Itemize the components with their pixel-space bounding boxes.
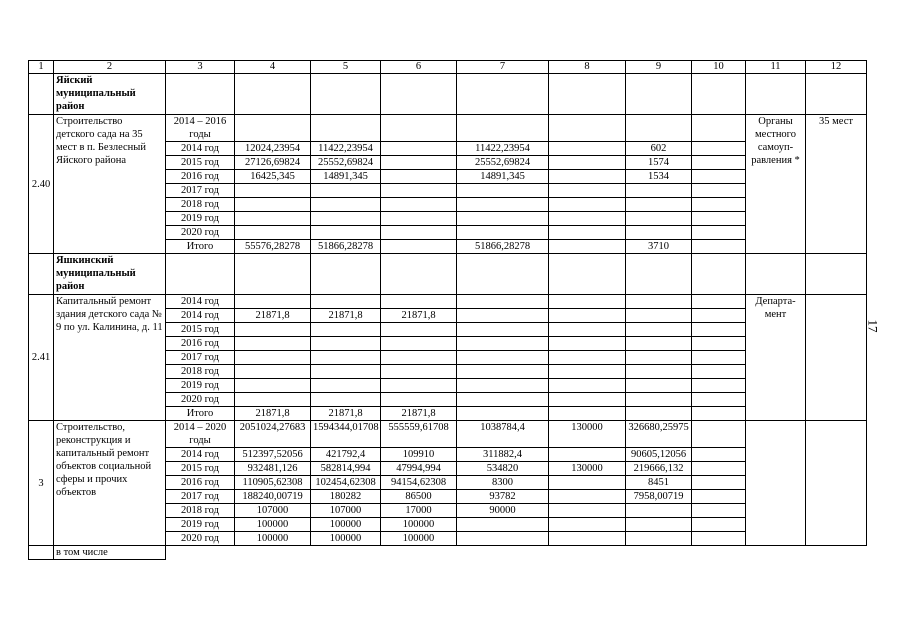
value-cell-c7 xyxy=(457,407,549,421)
value-cell-c8 xyxy=(549,379,626,393)
cell-empty xyxy=(692,74,746,115)
cell-empty xyxy=(692,156,746,170)
value-cell-c4 xyxy=(235,295,311,309)
value-cell-c4 xyxy=(235,351,311,365)
value-cell-c7 xyxy=(457,379,549,393)
period-cell: 2015 год xyxy=(166,156,235,170)
value-cell-c9: 8451 xyxy=(626,476,692,490)
period-cell: 2014 год xyxy=(166,295,235,309)
period-cell: 2020 год xyxy=(166,532,235,546)
value-cell-c6 xyxy=(381,240,457,254)
cell-empty xyxy=(806,74,867,115)
value-cell-c4: 188240,00719 xyxy=(235,490,311,504)
cell-empty xyxy=(457,74,549,115)
cell-empty xyxy=(746,74,806,115)
period-cell: 2014 – 2016 годы xyxy=(166,115,235,142)
cell-empty xyxy=(806,254,867,295)
value-cell-c7: 1038784,4 xyxy=(457,421,549,448)
value-cell-c8 xyxy=(549,532,626,546)
value-cell-c6 xyxy=(381,198,457,212)
cell-empty xyxy=(549,254,626,295)
value-cell-c5 xyxy=(311,184,381,198)
value-cell-c6: 100000 xyxy=(381,532,457,546)
value-cell-c8 xyxy=(549,212,626,226)
period-cell: 2014 год xyxy=(166,142,235,156)
value-cell-c5 xyxy=(311,393,381,407)
value-cell-c7: 534820 xyxy=(457,462,549,476)
value-cell-c4: 100000 xyxy=(235,532,311,546)
column-number-2: 2 xyxy=(54,61,166,74)
value-cell-c4 xyxy=(235,184,311,198)
cell-empty xyxy=(692,142,746,156)
item-number: 2.41 xyxy=(29,295,54,421)
item-number: 3 xyxy=(29,421,54,546)
value-cell-c7: 90000 xyxy=(457,504,549,518)
value-cell-c9 xyxy=(626,504,692,518)
cell-empty xyxy=(692,462,746,476)
cell-empty xyxy=(692,170,746,184)
value-cell-c9: 219666,132 xyxy=(626,462,692,476)
value-cell-c8 xyxy=(549,115,626,142)
value-cell-c5: 421792,4 xyxy=(311,448,381,462)
value-cell-c7 xyxy=(457,532,549,546)
value-cell-c5 xyxy=(311,226,381,240)
cell-empty xyxy=(692,198,746,212)
value-cell-c5: 21871,8 xyxy=(311,309,381,323)
value-cell-c8 xyxy=(549,365,626,379)
value-cell-c9 xyxy=(626,407,692,421)
value-cell-c8: 130000 xyxy=(549,421,626,448)
cell-empty xyxy=(692,365,746,379)
value-cell-c7 xyxy=(457,365,549,379)
cell-empty xyxy=(746,421,806,546)
item-description: Строительство детского сада на 35 мест в п. Безлесный Яйского района xyxy=(54,115,166,254)
value-cell-c9: 90605,12056 xyxy=(626,448,692,462)
value-cell-c6: 94154,62308 xyxy=(381,476,457,490)
section-title: Яшкинский муниципальный район xyxy=(54,254,166,295)
item-number: 2.40 xyxy=(29,115,54,254)
value-cell-c4 xyxy=(235,379,311,393)
section-row xyxy=(29,74,867,115)
period-cell: 2018 год xyxy=(166,365,235,379)
cell-empty xyxy=(29,546,54,560)
executor-cell: Департа-мент xyxy=(746,295,806,421)
value-cell-c8 xyxy=(549,337,626,351)
executor-cell: Органы местного самоуп-равления * xyxy=(746,115,806,254)
period-cell: 2014 – 2020 годы xyxy=(166,421,235,448)
period-cell: Итого xyxy=(166,407,235,421)
value-cell-c8 xyxy=(549,309,626,323)
value-cell-c7 xyxy=(457,198,549,212)
value-cell-c5 xyxy=(311,337,381,351)
page-number: 17 xyxy=(865,319,881,333)
value-cell-c6: 86500 xyxy=(381,490,457,504)
cell-empty xyxy=(692,309,746,323)
value-cell-c4 xyxy=(235,212,311,226)
value-cell-c7 xyxy=(457,351,549,365)
cell-empty xyxy=(692,379,746,393)
value-cell-c4: 16425,345 xyxy=(235,170,311,184)
period-cell: 2019 год xyxy=(166,212,235,226)
value-cell-c9 xyxy=(626,337,692,351)
value-cell-c5 xyxy=(311,212,381,226)
value-cell-c9: 3710 xyxy=(626,240,692,254)
value-cell-c8 xyxy=(549,226,626,240)
column-number-7: 7 xyxy=(457,61,549,74)
cell-empty xyxy=(692,407,746,421)
cell-empty xyxy=(29,74,54,115)
value-cell-c4: 2051024,27683 xyxy=(235,421,311,448)
value-cell-c8 xyxy=(549,323,626,337)
value-cell-c6 xyxy=(381,170,457,184)
value-cell-c5: 582814,994 xyxy=(311,462,381,476)
value-cell-c9 xyxy=(626,393,692,407)
value-cell-c7: 51866,28278 xyxy=(457,240,549,254)
cell-empty xyxy=(692,490,746,504)
value-cell-c6 xyxy=(381,142,457,156)
cell-empty xyxy=(806,421,867,546)
cell-empty xyxy=(692,518,746,532)
cell-empty xyxy=(626,74,692,115)
value-cell-c8 xyxy=(549,184,626,198)
column-number-11: 11 xyxy=(746,61,806,74)
cell-empty xyxy=(692,421,746,448)
value-cell-c7 xyxy=(457,212,549,226)
value-cell-c5: 1594344,01708 xyxy=(311,421,381,448)
cell-empty xyxy=(692,240,746,254)
cell-empty xyxy=(381,254,457,295)
value-cell-c4: 27126,69824 xyxy=(235,156,311,170)
value-cell-c6 xyxy=(381,365,457,379)
value-cell-c6 xyxy=(381,379,457,393)
period-cell: 2016 год xyxy=(166,337,235,351)
cell-empty xyxy=(692,212,746,226)
value-cell-c6: 21871,8 xyxy=(381,407,457,421)
column-number-10: 10 xyxy=(692,61,746,74)
value-cell-c8 xyxy=(549,295,626,309)
column-number-6: 6 xyxy=(381,61,457,74)
value-cell-c4: 512397,52056 xyxy=(235,448,311,462)
value-cell-c5: 14891,345 xyxy=(311,170,381,184)
period-cell: 2014 год xyxy=(166,309,235,323)
value-cell-c7 xyxy=(457,323,549,337)
period-cell: 2020 год xyxy=(166,226,235,240)
period-cell: 2019 год xyxy=(166,379,235,393)
value-cell-c4: 21871,8 xyxy=(235,309,311,323)
value-cell-c5 xyxy=(311,323,381,337)
cell-empty xyxy=(235,74,311,115)
period-cell: 2015 год xyxy=(166,323,235,337)
value-cell-c4: 932481,126 xyxy=(235,462,311,476)
value-cell-c8 xyxy=(549,198,626,212)
column-number-5: 5 xyxy=(311,61,381,74)
value-cell-c4 xyxy=(235,115,311,142)
value-cell-c9 xyxy=(626,365,692,379)
value-cell-c5 xyxy=(311,198,381,212)
value-cell-c4 xyxy=(235,226,311,240)
value-cell-c6: 109910 xyxy=(381,448,457,462)
value-cell-c5 xyxy=(311,295,381,309)
value-cell-c6 xyxy=(381,115,457,142)
value-cell-c9 xyxy=(626,198,692,212)
cell-empty xyxy=(692,476,746,490)
column-number-1: 1 xyxy=(29,61,54,74)
footer-label: в том числе xyxy=(54,546,166,560)
period-cell: 2014 год xyxy=(166,448,235,462)
value-cell-c5: 51866,28278 xyxy=(311,240,381,254)
cell-empty xyxy=(692,323,746,337)
column-number-9: 9 xyxy=(626,61,692,74)
table-row xyxy=(29,115,867,142)
value-cell-c8 xyxy=(549,504,626,518)
period-cell: 2016 год xyxy=(166,170,235,184)
section-row xyxy=(29,254,867,295)
value-cell-c6 xyxy=(381,212,457,226)
value-cell-c5: 25552,69824 xyxy=(311,156,381,170)
cell-empty xyxy=(692,295,746,309)
cell-empty xyxy=(806,295,867,421)
value-cell-c7 xyxy=(457,337,549,351)
budget-table-wrapper xyxy=(28,60,866,560)
value-cell-c4: 107000 xyxy=(235,504,311,518)
value-cell-c8 xyxy=(549,170,626,184)
value-cell-c4: 110905,62308 xyxy=(235,476,311,490)
column-header-row xyxy=(29,61,867,74)
value-cell-c9 xyxy=(626,295,692,309)
value-cell-c5: 100000 xyxy=(311,518,381,532)
value-cell-c9 xyxy=(626,379,692,393)
value-cell-c5 xyxy=(311,351,381,365)
cell-empty xyxy=(692,504,746,518)
table-row xyxy=(29,421,867,448)
value-cell-c7 xyxy=(457,226,549,240)
cell-empty xyxy=(692,393,746,407)
period-cell: 2017 год xyxy=(166,351,235,365)
value-cell-c7 xyxy=(457,184,549,198)
value-cell-c6: 100000 xyxy=(381,518,457,532)
value-cell-c9 xyxy=(626,212,692,226)
column-number-8: 8 xyxy=(549,61,626,74)
period-cell: 2016 год xyxy=(166,476,235,490)
period-cell: 2018 год xyxy=(166,198,235,212)
value-cell-c6 xyxy=(381,351,457,365)
value-cell-c6 xyxy=(381,184,457,198)
column-number-12: 12 xyxy=(806,61,867,74)
cell-empty xyxy=(692,184,746,198)
value-cell-c8 xyxy=(549,393,626,407)
value-cell-c7 xyxy=(457,115,549,142)
cell-empty xyxy=(692,337,746,351)
value-cell-c8 xyxy=(549,490,626,504)
column-number-3: 3 xyxy=(166,61,235,74)
value-cell-c6: 17000 xyxy=(381,504,457,518)
cell-empty xyxy=(692,254,746,295)
value-cell-c5 xyxy=(311,115,381,142)
value-cell-c7: 11422,23954 xyxy=(457,142,549,156)
period-cell: 2017 год xyxy=(166,184,235,198)
value-cell-c7 xyxy=(457,393,549,407)
value-cell-c9 xyxy=(626,532,692,546)
value-cell-c9 xyxy=(626,184,692,198)
value-cell-c7: 25552,69824 xyxy=(457,156,549,170)
value-cell-c4 xyxy=(235,198,311,212)
cell-empty xyxy=(166,74,235,115)
column-number-4: 4 xyxy=(235,61,311,74)
cell-empty xyxy=(692,226,746,240)
value-cell-c8 xyxy=(549,476,626,490)
cell-empty xyxy=(235,254,311,295)
value-cell-c8 xyxy=(549,351,626,365)
value-cell-c5: 100000 xyxy=(311,532,381,546)
period-cell: Итого xyxy=(166,240,235,254)
value-cell-c8 xyxy=(549,448,626,462)
value-cell-c4: 12024,23954 xyxy=(235,142,311,156)
value-cell-c5 xyxy=(311,365,381,379)
value-cell-c8 xyxy=(549,518,626,532)
budget-table xyxy=(28,60,867,560)
cell-empty xyxy=(29,254,54,295)
value-cell-c5: 102454,62308 xyxy=(311,476,381,490)
value-cell-c5: 11422,23954 xyxy=(311,142,381,156)
cell-empty xyxy=(692,351,746,365)
value-cell-c6 xyxy=(381,156,457,170)
cell-empty xyxy=(311,74,381,115)
period-cell: 2017 год xyxy=(166,490,235,504)
value-cell-c7: 8300 xyxy=(457,476,549,490)
cell-empty xyxy=(692,115,746,142)
value-cell-c8 xyxy=(549,156,626,170)
item-description: Капитальный ремонт здания детского сада № 9 по ул. Калинина, д. 11 xyxy=(54,295,166,421)
value-cell-c6: 555559,61708 xyxy=(381,421,457,448)
cell-empty xyxy=(746,254,806,295)
value-cell-c4 xyxy=(235,323,311,337)
value-cell-c6 xyxy=(381,393,457,407)
value-cell-c9: 1574 xyxy=(626,156,692,170)
value-cell-c9 xyxy=(626,323,692,337)
result-cell: 35 мест xyxy=(806,115,867,254)
value-cell-c9 xyxy=(626,115,692,142)
value-cell-c5: 21871,8 xyxy=(311,407,381,421)
value-cell-c7: 14891,345 xyxy=(457,170,549,184)
table-row xyxy=(29,295,867,309)
value-cell-c7 xyxy=(457,518,549,532)
period-cell: 2020 год xyxy=(166,393,235,407)
cell-empty xyxy=(692,448,746,462)
value-cell-c9 xyxy=(626,309,692,323)
value-cell-c8 xyxy=(549,142,626,156)
value-cell-c9: 602 xyxy=(626,142,692,156)
value-cell-c5 xyxy=(311,379,381,393)
value-cell-c8 xyxy=(549,407,626,421)
value-cell-c5: 180282 xyxy=(311,490,381,504)
period-cell: 2019 год xyxy=(166,518,235,532)
cell-empty xyxy=(626,254,692,295)
value-cell-c9 xyxy=(626,351,692,365)
value-cell-c7 xyxy=(457,295,549,309)
value-cell-c7: 311882,4 xyxy=(457,448,549,462)
value-cell-c4: 100000 xyxy=(235,518,311,532)
item-description: Строительство, реконструкция и капитальный ремонт объектов социальной сферы и прочих объектов xyxy=(54,421,166,546)
value-cell-c4 xyxy=(235,393,311,407)
value-cell-c6 xyxy=(381,226,457,240)
value-cell-c6: 21871,8 xyxy=(381,309,457,323)
value-cell-c6 xyxy=(381,295,457,309)
value-cell-c4: 21871,8 xyxy=(235,407,311,421)
period-cell: 2018 год xyxy=(166,504,235,518)
section-title: Яйский муниципальный район xyxy=(54,74,166,115)
footer-row xyxy=(29,546,867,560)
value-cell-c7: 93782 xyxy=(457,490,549,504)
cell-empty xyxy=(311,254,381,295)
value-cell-c6: 47994,994 xyxy=(381,462,457,476)
cell-empty xyxy=(381,74,457,115)
value-cell-c4: 55576,28278 xyxy=(235,240,311,254)
cell-empty xyxy=(166,254,235,295)
value-cell-c9: 326680,25975 xyxy=(626,421,692,448)
value-cell-c5: 107000 xyxy=(311,504,381,518)
value-cell-c7 xyxy=(457,309,549,323)
value-cell-c9: 1534 xyxy=(626,170,692,184)
value-cell-c6 xyxy=(381,337,457,351)
value-cell-c6 xyxy=(381,323,457,337)
value-cell-c8: 130000 xyxy=(549,462,626,476)
period-cell: 2015 год xyxy=(166,462,235,476)
value-cell-c9 xyxy=(626,518,692,532)
cell-empty xyxy=(549,74,626,115)
value-cell-c9: 7958,00719 xyxy=(626,490,692,504)
value-cell-c4 xyxy=(235,337,311,351)
value-cell-c8 xyxy=(549,240,626,254)
cell-empty xyxy=(457,254,549,295)
value-cell-c4 xyxy=(235,365,311,379)
value-cell-c9 xyxy=(626,226,692,240)
cell-empty xyxy=(692,532,746,546)
